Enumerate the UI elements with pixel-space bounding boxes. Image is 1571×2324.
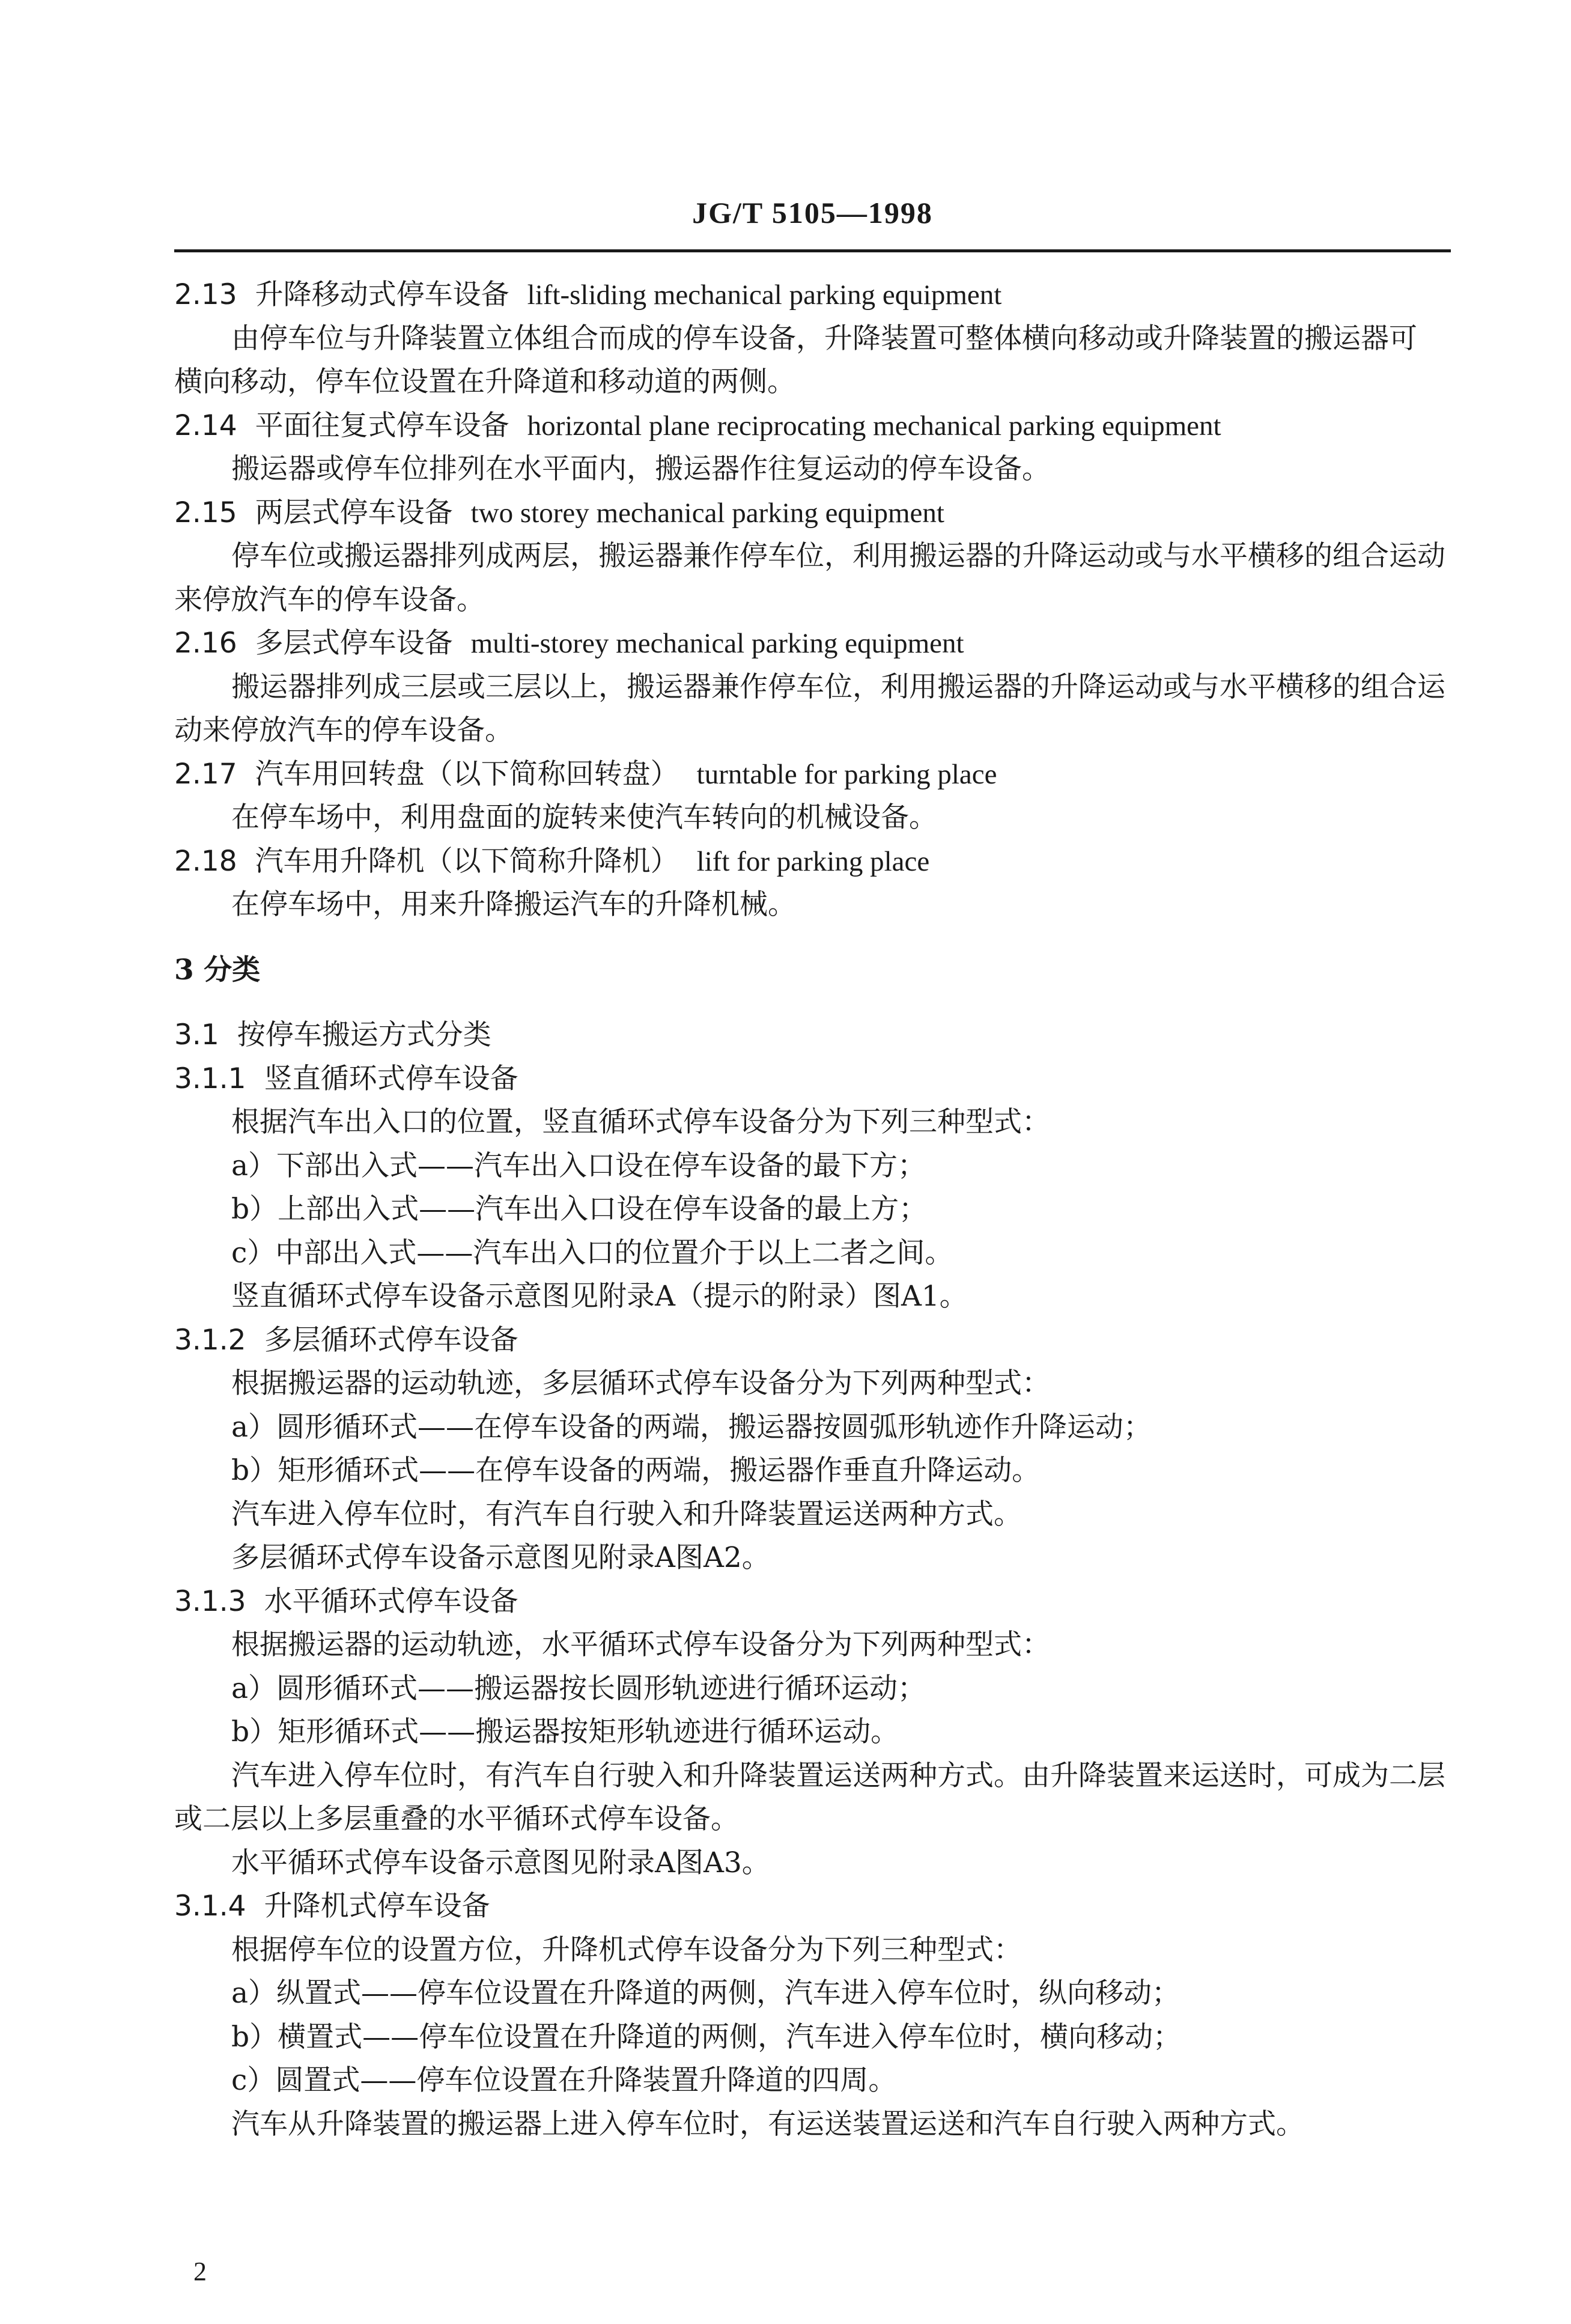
clause-line: a）圆形循环式——在停车设备的两端，搬运器按圆弧形轨迹作升降运动； [231, 1410, 1152, 1444]
def-number: 2.13 [174, 278, 237, 311]
clause-line: b）上部出入式——汽车出入口设在停车设备的最上方； [231, 1193, 928, 1226]
def-body-line: 停车位或搬运器排列成两层，搬运器兼作停车位，利用搬运器的升降运动或与水平横移的组合运动 [231, 540, 1445, 573]
clause-line: b）横置式——停车位设置在升降道的两侧，汽车进入停车位时，横向移动； [231, 2020, 1182, 2054]
clause-line: b）矩形循环式——在停车设备的两端，搬运器作垂直升降运动。 [231, 1454, 1041, 1487]
def-term-en: multi-storey mechanical parking equipment [470, 628, 964, 659]
def-body-line: 动来停放汽车的停车设备。 [174, 714, 513, 747]
def-number: 2.18 [174, 844, 237, 878]
def-term-en: two storey mechanical parking equipment [470, 497, 944, 529]
def-term: 汽车用升降机（以下简称升降机） [255, 844, 679, 878]
clause-line: a）下部出入式——汽车出入口设在停车设备的最下方； [231, 1149, 926, 1182]
page-number: 2 [193, 2257, 207, 2286]
clause-number: 3.1.1 [174, 1062, 246, 1095]
subsection-title: 按停车搬运方式分类 [237, 1018, 491, 1051]
clause-line: 根据汽车出入口的位置，竖直循环式停车设备分为下列三种型式： [231, 1106, 1050, 1139]
standard-code-header: JG/T 5105—1998 [692, 196, 933, 230]
def-heading [174, 273, 1451, 317]
def-heading [174, 840, 1451, 884]
clause-line: 根据停车位的设置方位，升降机式停车设备分为下列三种型式： [231, 1933, 1022, 1967]
def-term-en: lift for parking place [696, 845, 930, 877]
def-body-line: 横向移动，停车位设置在升降道和移动道的两侧。 [174, 365, 795, 398]
def-body-line: 在停车场中，用来升降搬运汽车的升降机械。 [231, 888, 796, 921]
def-number: 2.15 [174, 496, 237, 529]
clause-title: 升降机式停车设备 [264, 1890, 490, 1923]
def-term: 平面往复式停车设备 [255, 409, 509, 442]
def-term: 两层式停车设备 [255, 496, 453, 529]
clause-line: b）矩形循环式——搬运器按矩形轨迹进行循环运动。 [231, 1715, 899, 1748]
clause-number: 3.1.4 [174, 1890, 246, 1923]
clause-line: 水平循环式停车设备示意图见附录A图A3。 [231, 1846, 770, 1879]
clause-number: 3.1.2 [174, 1323, 246, 1357]
def-number: 2.14 [174, 409, 237, 442]
def-term-en: lift-sliding mechanical parking equipment [527, 279, 1002, 311]
def-number: 2.16 [174, 627, 237, 660]
def-term-en: turntable for parking place [696, 758, 997, 790]
def-body-line: 搬运器或停车位排列在水平面内，搬运器作往复运动的停车设备。 [231, 452, 1050, 485]
document-body [174, 273, 1451, 2146]
header-rule [174, 249, 1451, 252]
clause-line: 或二层以上多层重叠的水平循环式停车设备。 [174, 1802, 739, 1836]
def-body-line: 来停放汽车的停车设备。 [174, 583, 485, 616]
clause-line: 汽车进入停车位时，有汽车自行驶入和升降装置运送两种方式。由升降装置来运送时，可成为二层 [231, 1759, 1445, 1792]
subsection-number: 3.1 [174, 1018, 219, 1051]
def-heading [174, 404, 1451, 448]
def-heading [174, 753, 1451, 797]
clause-line: 汽车进入停车位时，有汽车自行驶入和升降装置运送两种方式。 [231, 1497, 1022, 1531]
def-number: 2.17 [174, 757, 237, 791]
clause-title: 多层循环式停车设备 [264, 1323, 518, 1357]
clause-heading [174, 1057, 1451, 1101]
clause-heading [174, 1580, 1451, 1624]
def-term-en: horizontal plane reciprocating mechanical parking equipment [527, 410, 1221, 442]
section-heading: 3 分类 [174, 953, 261, 987]
def-heading [174, 491, 1451, 535]
clause-line: c）中部出入式——汽车出入口的位置介于以上二者之间。 [231, 1236, 953, 1270]
def-term: 汽车用回转盘（以下简称回转盘） [255, 757, 679, 791]
def-term: 多层式停车设备 [255, 627, 453, 660]
clause-title: 竖直循环式停车设备 [264, 1062, 518, 1095]
clause-line: 根据搬运器的运动轨迹，水平循环式停车设备分为下列两种型式： [231, 1628, 1050, 1661]
clause-line: 汽车从升降装置的搬运器上进入停车位时，有运送装置运送和汽车自行驶入两种方式。 [231, 2107, 1304, 2141]
def-body-line: 由停车位与升降装置立体组合而成的停车设备，升降装置可整体横向移动或升降装置的搬运器可 [231, 321, 1417, 355]
clause-heading [174, 1885, 1451, 1929]
clause-line: 根据搬运器的运动轨迹，多层循环式停车设备分为下列两种型式： [231, 1367, 1050, 1400]
subsection-heading [174, 1014, 1451, 1057]
def-heading [174, 622, 1451, 666]
clause-heading [174, 1319, 1451, 1363]
clause-line: 竖直循环式停车设备示意图见附录A（提示的附录）图A1。 [231, 1280, 968, 1313]
section-gap [174, 927, 1451, 949]
def-body-line: 在停车场中，利用盘面的旋转来使汽车转向的机械设备。 [231, 801, 937, 834]
clause-title: 水平循环式停车设备 [264, 1584, 518, 1618]
clause-line: c）圆置式——停车位设置在升降装置升降道的四周。 [231, 2064, 897, 2097]
clause-line: a）纵置式——停车位设置在升降道的两侧，汽车进入停车位时，纵向移动； [231, 1977, 1181, 2010]
section-gap [174, 992, 1451, 1014]
def-term: 升降移动式停车设备 [255, 278, 509, 311]
clause-line: 多层循环式停车设备示意图见附录A图A2。 [231, 1541, 770, 1574]
clause-line: a）圆形循环式——搬运器按长圆形轨迹进行循环运动； [231, 1672, 926, 1705]
def-body-line: 搬运器排列成三层或三层以上，搬运器兼作停车位，利用搬运器的升降运动或与水平横移的组合运 [231, 670, 1445, 704]
clause-number: 3.1.3 [174, 1584, 246, 1618]
